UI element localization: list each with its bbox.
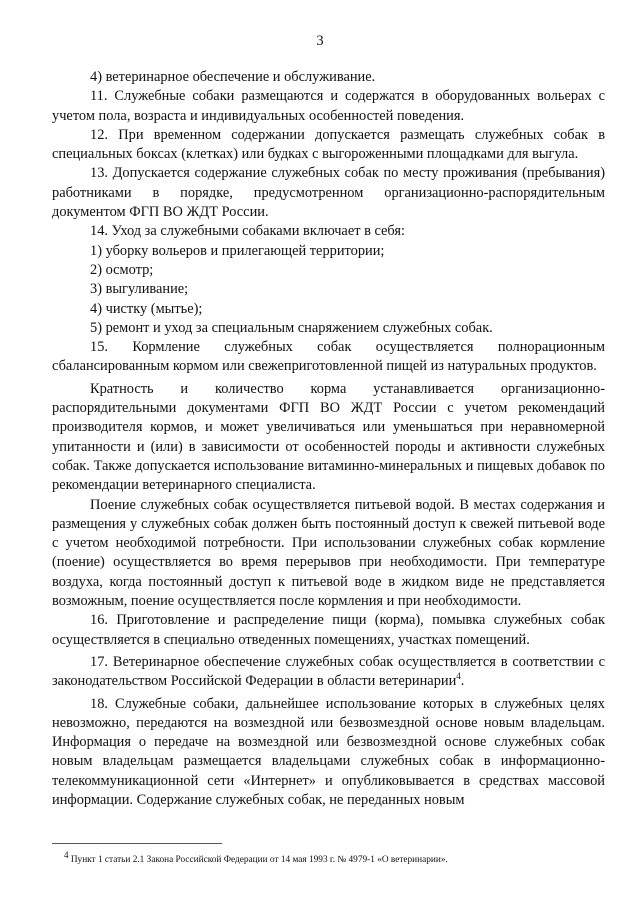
list-item-2: 2) осмотр; xyxy=(90,261,154,278)
paragraph-11: 18. Служебные собаки, дальнейшее использование которых в служебных целях невозможно, передаются на возмездной или безвозмездной основе новым владельцам. Информация о передаче на возмездной или безвозмездной основе служебных собак новым владельцам размещается владельцами служебных собак в информационно-телекоммуникационной сети «Интернет» и опубликовывается в средствах массовой информации. Содержание служебных собак, не переданных новым xyxy=(52,695,605,808)
footnote-divider xyxy=(52,843,222,844)
footnote-mark: 4 xyxy=(64,849,69,860)
document-body xyxy=(52,68,605,810)
list-item-1: 1) уборку вольеров и прилегающей территории; xyxy=(90,242,385,259)
paragraph-5: 14. Уход за служебными собаками включает в себя: xyxy=(90,223,406,240)
list-item-4: 4) чистку (мытье); xyxy=(90,300,203,317)
list-item-3: 3) выгуливание; xyxy=(90,281,189,298)
footnote xyxy=(64,849,604,866)
footnote-reference: 4 xyxy=(456,671,461,682)
list-item-5: 5) ремонт и уход за специальным снаряжением служебных собак. xyxy=(90,319,493,336)
paragraph-7: Кратность и количество корма устанавливается организационно-распорядительными документами ФГП ВО ЖДТ России с учетом рекомендаций производителя кормов, и может увеличиваться или уменьшаться при неравномерной упитанности и (или) в зависимости от особенностей породы и активности служебных собак. Также допускается использование витаминно-минеральных и пищевых добавок по рекомендации ветеринарного специалиста. xyxy=(52,380,605,494)
paragraph-6: 15. Кормление служебных собак осуществляется полнорационным сбалансированным кормом или свежеприготовленной пищей из натуральных продуктов. xyxy=(52,339,605,375)
paragraph-9: 16. Приготовление и распределение пищи (корма), помывка служебных собак осуществляется в специально отведенных помещениях, участках помещений. xyxy=(52,612,605,648)
footnote-text: Пункт 1 статьи 2.1 Закона Российской Федерации от 14 мая 1993 г. № 4979-1 «О ветеринарии». xyxy=(70,855,448,865)
paragraph-10-text: 17. Ветеринарное обеспечение служебных собак осуществляется в соответствии с законодательством Российской Федерации в области ветеринарии xyxy=(52,653,605,690)
paragraph-4: 13. Допускается содержание служебных собак по месту проживания (пребывания) работниками в порядке, предусмотренном организационно-распорядительным документом ФГП ВО ЖДТ России. xyxy=(52,165,605,221)
paragraph-3: 12. При временном содержании допускается размещать служебных собак в специальных боксах (клетках) или будках с выгороженными площадками для выгула. xyxy=(52,126,605,163)
paragraph-2: 11. Служебные собаки размещаются и содержатся в оборудованных вольерах с учетом пола, возраста и индивидуальных особенностей поведения. xyxy=(52,88,605,124)
paragraph-8: Поение служебных собак осуществляется питьевой водой. В местах содержания и размещения у служебных собак должен быть постоянный доступ к свежей питьевой воде с учетом необходимой потребности. При использовании служебных собак кормление (поение) осуществляется во время перерывов при необходимости. При температуре воздуха, когда постоянный доступ к питьевой воде в жидком виде не представляется возможным, поение осуществляется после кормления и при необходимости. xyxy=(52,496,605,610)
page-number: 3 xyxy=(316,33,324,49)
paragraph-1: 4) ветеринарное обеспечение и обслуживание. xyxy=(90,69,376,85)
paragraph-10: 17. Ветеринарное обеспечение служебных собак осуществляется в соответствии с законодательством Российской Федерации в области ветеринарии$^4$. xyxy=(52,653,605,690)
